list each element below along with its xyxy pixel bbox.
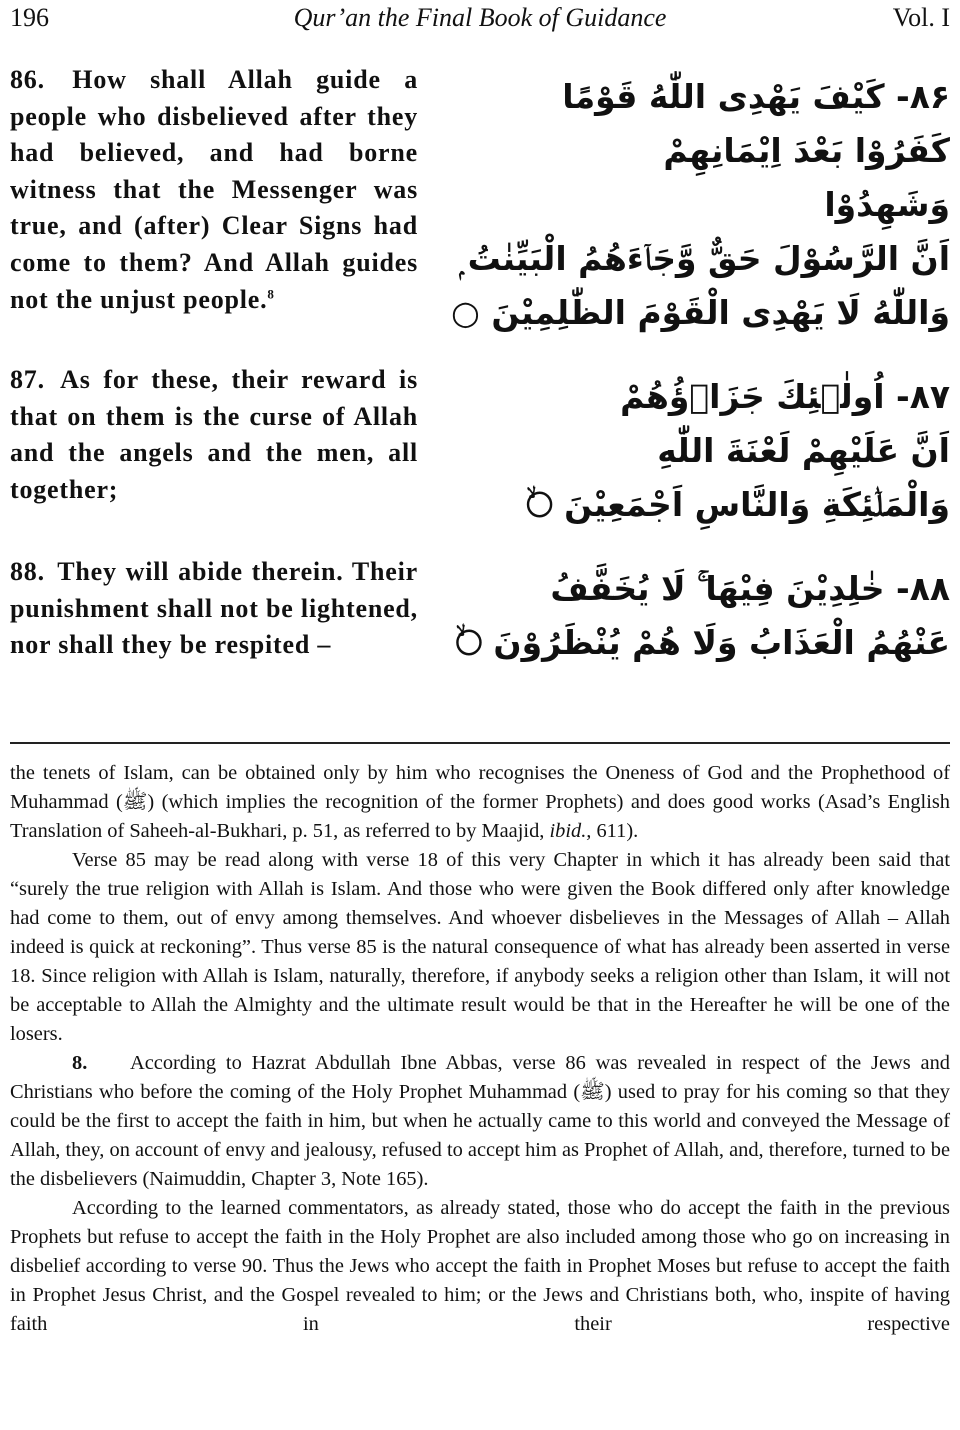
commentary-text: the tenets of Islam, can be obtained only by him who recognises the Oneness of God and the Prophethood of Muhammad (ﷺ) (which implies the recognition of the former Prophets) and does good works (Asad’s English Translation of Saheeh-al-Bukhari, p. 51, as referred to by Maajid, <box>10 762 950 842</box>
verse-arabic <box>451 62 950 340</box>
commentary-text: According to Hazrat Abdullah Ibne Abbas, verse 86 was revealed in respect of the Jews and Christians who before the coming of the Holy Prophet Muhammad (ﷺ) used to pray for his coming so that they could be the first to accept the faith in him, but when he actually came to this world and conveyed the Message of Allah, they, on account of envy and jealousy, refused to accept him as Prophet of Allah, and, therefore, turned to be the disbelievers (Naimuddin, Chapter 3, Note 165). <box>10 1052 950 1190</box>
running-header <box>10 0 950 36</box>
verse-arabic <box>526 362 950 532</box>
commentary-paragraph <box>10 1194 950 1339</box>
footnote-number: 8. <box>72 1052 88 1074</box>
arabic-line: وَشَهِدُوْا <box>824 185 950 224</box>
commentary-text: Verse 85 may be read along with verse 18 of this very Chapter in which it has already been said that “surely the true religion with Allah is Islam. And those who were given the Book differed only after knowledge had come to them, out of envy among themselves. And whoever disbelieves in the Messages of Allah – Allah indeed is quick at reckoning”. Thus verse 85 is the natural consequence of what has already been asserted in verse 18. Since religion with Allah is Islam, naturally, therefore, if anybody seeks a religion other than Islam, it will not be acceptable to Allah the Almighty and the ultimate result would be that in the Hereafter he will be one of the losers. <box>10 849 950 1045</box>
arabic-line: اَنَّ الرَّسُوْلَ حَقٌّ وَّجَاۤءَهُمُ الْبَيِّنٰتُ ۭ <box>459 239 950 278</box>
arabic-line: عَنْهُمُ الْعَذَابُ وَلَا هُمْ يُنْظَرُوْنَ ○ۙ <box>455 623 950 662</box>
verse-text: They will abide therein. Their punishment shall not be lightened, nor shall they be respited – <box>10 557 418 660</box>
verse-number: 86. <box>10 65 45 94</box>
verse-text: As for these, their reward is that on them is the curse of Allah and the angels and the men, all together; <box>10 365 418 504</box>
arabic-line: ۸۶- كَيْفَ يَهْدِى اللّٰهُ قَوْمًا <box>562 77 950 116</box>
commentary-text: According to the learned commentators, as already stated, those who do accept the faith in the previous Prophets but refuse to accept the faith in the Holy Prophet are also included among those who go on increasing in disbelief according to verse 90. Thus the Jews who accept the faith in Prophet Moses but refuse to accept the faith in Prophet Jesus Christ, and the Gospel revealed to him; or the Jews and Christians both, who, inspite of having faith in their respective <box>10 1197 950 1335</box>
arabic-line: ۸۸- خٰلِدِيْنَ فِيْهَا ۚ لَا يُخَفَّفُ <box>550 569 950 608</box>
footnote-reference: 8 <box>267 285 275 301</box>
verse-translation <box>10 62 418 318</box>
commentary-paragraph <box>10 846 950 1049</box>
verse-88 <box>10 554 950 670</box>
arabic-line: ۸۷- اُولٰۤئِكَ جَزَاۤؤُهُمْ <box>620 377 950 416</box>
arabic-line: كَفَرُوْا بَعْدَ اِيْمَانِهِمْ <box>663 131 950 170</box>
arabic-line: وَالْمَلٰۤئِكَةِ وَالنَّاسِ اَجْمَعِيْنَ ○ۙ <box>526 485 950 524</box>
volume-label: Vol. I <box>892 3 950 32</box>
arabic-line: اَنَّ عَلَيْهِمْ لَعْنَةَ اللّٰهِ <box>657 431 950 470</box>
verse-87 <box>10 362 950 532</box>
commentary-section <box>10 759 950 1339</box>
book-title: Qur’an the Final Book of Guidance <box>293 3 667 32</box>
commentary-paragraph <box>10 759 950 846</box>
footnote-8 <box>10 1049 950 1194</box>
verse-arabic <box>455 554 950 670</box>
ibid-italic: ibid., <box>549 820 592 842</box>
verse-86 <box>10 62 950 340</box>
verse-text: How shall Allah guide a people who disbelieved after they had believed, and had borne witness that the Messenger was true, and (after) Clear Signs had come to them? And Allah guides not the unjust people. <box>10 65 418 314</box>
verse-number: 88. <box>10 557 45 586</box>
verse-translation <box>10 362 418 508</box>
commentary-text: 611). <box>591 820 639 842</box>
verse-translation <box>10 554 418 664</box>
verses-section <box>10 62 950 670</box>
footnote-divider <box>10 742 950 744</box>
arabic-line: وَاللّٰهُ لَا يَهْدِى الْقَوْمَ الظّٰلِمِيْنَ ○ <box>451 293 950 332</box>
page-number: 196 <box>10 3 49 32</box>
verse-number: 87. <box>10 365 45 394</box>
